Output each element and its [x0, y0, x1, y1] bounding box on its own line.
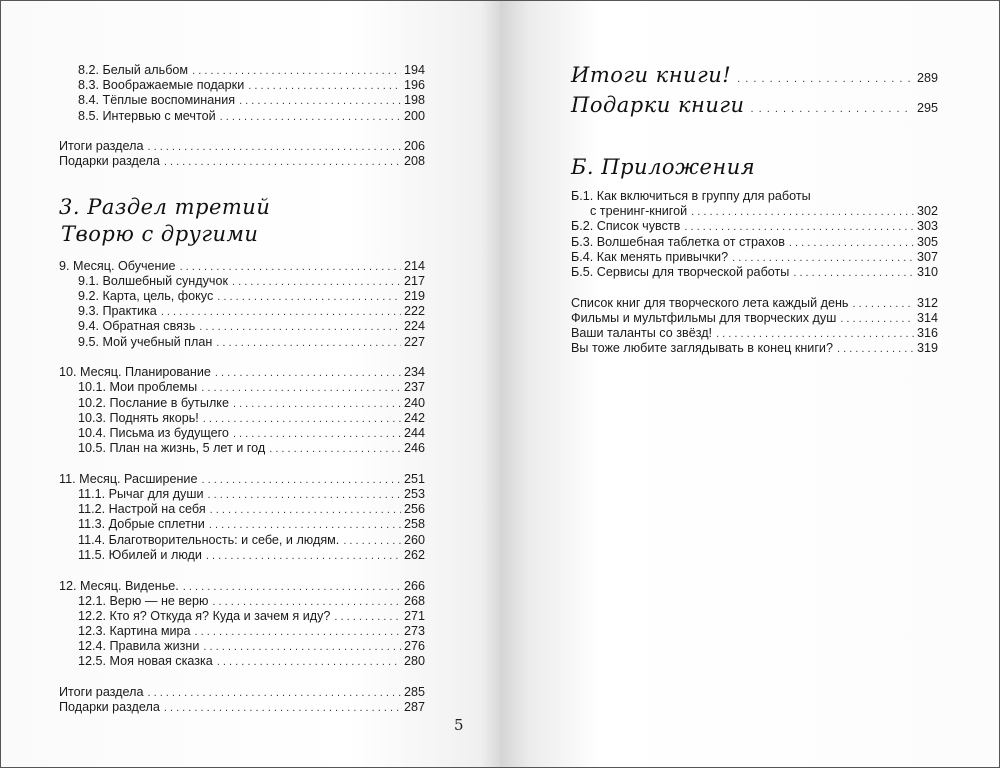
toc-group-end	[59, 685, 425, 715]
toc-entry	[571, 250, 938, 265]
right-toc	[571, 63, 938, 356]
toc-group-summary	[59, 139, 425, 169]
toc-group-extras	[571, 296, 938, 357]
toc-group-appendix	[571, 189, 938, 280]
toc-entry-title: Б.2. Список чувств	[571, 219, 681, 234]
toc-entry-title: 12.1. Верю — не верю	[78, 593, 209, 608]
toc-entry	[59, 472, 425, 487]
toc-entry-title: 9.3. Практика	[78, 304, 157, 319]
dot-leader	[691, 204, 914, 220]
toc-entry-title: Ваши таланты со звёзд!	[571, 326, 713, 340]
dot-leader	[164, 154, 401, 170]
toc-entry	[59, 93, 425, 108]
dot-leader	[334, 609, 401, 625]
toc-entry-page: 287	[403, 700, 425, 715]
toc-entry	[59, 78, 425, 93]
dot-leader	[203, 639, 401, 655]
toc-entry-title: 9.4. Обратная связь	[78, 319, 196, 334]
toc-entry-title: 12. Месяц. Виденье.	[59, 578, 179, 593]
dot-leader	[216, 335, 401, 351]
toc-entry	[59, 259, 425, 274]
toc-entry-page: 227	[403, 334, 425, 349]
dot-leader	[206, 548, 401, 564]
toc-entry-page: 310	[916, 264, 938, 279]
toc-entry	[59, 380, 425, 395]
toc-entry-title: 11.2. Настрой на себя	[78, 502, 206, 517]
dot-leader	[684, 219, 914, 235]
dot-leader	[209, 517, 401, 533]
toc-entry	[59, 639, 425, 654]
dot-leader	[220, 109, 401, 125]
toc-entry	[571, 341, 938, 356]
toc-entry	[59, 579, 425, 594]
toc-entry-title: 9.1. Волшебный сундучок	[78, 273, 228, 288]
toc-entry	[59, 700, 425, 715]
toc-entry-page: 312	[916, 295, 938, 310]
toc-entry	[59, 487, 425, 502]
toc-entry-page: 285	[403, 685, 425, 700]
toc-entry-title: 10.4. Письма из будущего	[78, 426, 229, 440]
toc-entry	[571, 296, 938, 311]
toc-big-entry-page: 289	[916, 71, 938, 85]
toc-entry-page: 237	[403, 380, 425, 395]
toc-entry-page: 234	[403, 365, 425, 380]
dot-leader	[840, 311, 914, 327]
toc-entry-title: Фильмы и мультфильмы для творческих душ	[571, 310, 837, 325]
dot-leader	[212, 594, 401, 610]
toc-entry-page: 303	[916, 219, 938, 234]
toc-entry-page: 198	[403, 93, 425, 108]
toc-entry-page: 214	[403, 258, 425, 273]
page-number: 5	[454, 716, 464, 734]
toc-entry	[571, 189, 938, 204]
toc-entry-page: 194	[403, 63, 425, 77]
toc-entry	[59, 594, 425, 609]
toc-entry	[59, 274, 425, 289]
toc-entry	[59, 63, 425, 78]
toc-entry	[59, 548, 425, 563]
dot-leader	[217, 289, 401, 305]
toc-entry-title: 11.4. Благотворительность: и себе, и людям.	[78, 532, 340, 547]
toc-entry	[571, 235, 938, 250]
toc-entry-title: 11.3. Добрые сплетни	[78, 517, 205, 532]
toc-entry-page: 208	[403, 154, 425, 169]
toc-entry-title: 9.5. Мой учебный план	[78, 334, 213, 349]
section-heading-line2: Творю с другими	[61, 221, 259, 246]
dot-leader	[215, 365, 401, 381]
toc-entry-page: 253	[403, 487, 425, 502]
toc-entry	[59, 154, 425, 169]
toc-entry-page: 262	[403, 547, 425, 562]
dot-leader	[789, 235, 914, 251]
toc-entry	[59, 289, 425, 304]
toc-entry-title: 9.2. Карта, цель, фокус	[78, 289, 214, 303]
toc-entry-title: Б.1. Как включиться в группу для работы	[571, 189, 811, 203]
toc-entry-page: 305	[916, 234, 938, 249]
toc-entry-page: 266	[403, 578, 425, 593]
toc-entry-title: 8.5. Интервью с мечтой	[78, 108, 216, 123]
appendix-heading: Б. Приложения	[571, 155, 756, 179]
toc-entry-page: 219	[403, 289, 425, 303]
dot-leader	[180, 259, 401, 275]
toc-entry-page: 246	[403, 441, 425, 456]
toc-entry	[59, 319, 425, 334]
toc-entry-title: 12.3. Картина мира	[78, 624, 191, 639]
toc-entry-title: Список книг для творческого лета каждый день	[571, 295, 849, 310]
toc-group-9	[59, 259, 425, 350]
dot-leader	[269, 441, 401, 457]
toc-entry	[59, 426, 425, 441]
toc-entry	[59, 365, 425, 380]
toc-entry-page: 280	[403, 654, 425, 669]
toc-entry	[571, 326, 938, 341]
toc-entry-title: 10.2. Послание в бутылке	[78, 395, 229, 410]
toc-entry	[59, 609, 425, 624]
toc-entry-page: 319	[916, 341, 938, 356]
dot-leader	[248, 78, 401, 94]
dot-leader	[737, 72, 913, 87]
toc-entry-title: Б.3. Волшебная таблетка от страхов	[571, 234, 785, 249]
toc-entry	[59, 396, 425, 411]
dot-leader	[343, 533, 401, 549]
dot-leader	[239, 93, 401, 109]
toc-entry	[59, 654, 425, 669]
right-page	[500, 0, 1000, 768]
dot-leader	[201, 472, 401, 488]
dot-leader	[147, 139, 401, 155]
dot-leader	[233, 426, 401, 442]
toc-entry	[59, 624, 425, 639]
dot-leader	[232, 274, 401, 290]
toc-entry-title: 9. Месяц. Обучение	[59, 258, 176, 273]
toc-entry-title: 12.2. Кто я? Откуда я? Куда и зачем я иду?	[78, 608, 331, 623]
toc-entry-page: 217	[403, 273, 425, 288]
toc-entry	[571, 311, 938, 326]
toc-entry	[59, 109, 425, 124]
toc-entry-title: с тренинг-книгой	[590, 204, 688, 219]
toc-entry-title: Подарки раздела	[59, 154, 160, 169]
toc-entry-title: 10. Месяц. Планирование	[59, 365, 211, 380]
dot-leader	[195, 624, 401, 640]
toc-big-entry-title: Итоги книги!	[571, 63, 732, 87]
toc-entry	[571, 265, 938, 280]
toc-entry-title: Итоги раздела	[59, 685, 144, 700]
toc-big-entry-page: 295	[916, 101, 938, 115]
toc-entry-page: 316	[916, 326, 938, 340]
toc-entry-title: 10.5. План на жизнь, 5 лет и год	[78, 441, 266, 456]
dot-leader	[837, 341, 914, 357]
toc-entry-title: 11.5. Юбилей и люди	[78, 547, 202, 562]
toc-entry-page: 242	[403, 410, 425, 425]
dot-leader	[751, 102, 913, 117]
toc-entry	[571, 204, 938, 219]
dot-leader	[192, 63, 401, 79]
toc-entry-page: 302	[916, 204, 938, 219]
toc-entry	[571, 219, 938, 234]
toc-entry-title: 8.2. Белый альбом	[78, 63, 189, 77]
toc-entry-title: Б.4. Как менять привычки?	[571, 249, 729, 264]
toc-entry-title: Подарки раздела	[59, 700, 160, 715]
toc-entry-page: 240	[403, 395, 425, 410]
toc-entry-page: 258	[403, 517, 425, 532]
toc-entry-title: 8.4. Тёплые воспоминания	[78, 93, 236, 108]
toc-entry-title: 12.4. Правила жизни	[78, 639, 200, 654]
toc-entry	[59, 533, 425, 548]
toc-big-entry	[571, 93, 938, 128]
toc-entry-title: Итоги раздела	[59, 139, 144, 154]
toc-entry-page: 271	[403, 608, 425, 623]
section-heading-line1: 3. Раздел третий	[59, 194, 271, 219]
dot-leader	[233, 396, 401, 412]
toc-entry-page: 196	[403, 78, 425, 93]
toc-entry	[59, 139, 425, 154]
toc-entry-title: 8.3. Воображаемые подарки	[78, 78, 245, 93]
dot-leader	[852, 296, 914, 312]
toc-entry-page: 206	[403, 139, 425, 154]
toc-entry-title: 11. Месяц. Расширение	[59, 471, 198, 486]
toc-group-8	[59, 63, 425, 124]
dot-leader	[217, 654, 401, 670]
dot-leader	[203, 411, 401, 427]
toc-entry-page: 256	[403, 502, 425, 517]
toc-entry-title: 11.1. Рычаг для души	[78, 487, 204, 502]
toc-entry	[59, 517, 425, 532]
toc-entry	[59, 685, 425, 700]
dot-leader	[207, 487, 401, 503]
toc-entry-page: 276	[403, 639, 425, 654]
toc-group-12	[59, 579, 425, 670]
toc-entry-title: Б.5. Сервисы для творческой работы	[571, 264, 790, 279]
dot-leader	[147, 685, 401, 701]
toc-group-11	[59, 472, 425, 563]
toc-entry-page: 314	[916, 310, 938, 325]
toc-entry	[59, 441, 425, 456]
toc-group-10	[59, 365, 425, 456]
toc-entry-page: 222	[403, 304, 425, 319]
toc-entry-page: 224	[403, 319, 425, 334]
dot-leader	[161, 304, 401, 320]
toc-entry	[59, 304, 425, 319]
toc-entry-title: 10.1. Мои проблемы	[78, 380, 198, 395]
toc-entry-page: 268	[403, 593, 425, 608]
toc-entry-page: 260	[403, 532, 425, 547]
left-toc	[59, 63, 425, 716]
dot-leader	[183, 579, 401, 595]
toc-entry	[59, 335, 425, 350]
toc-entry-title: 12.5. Моя новая сказка	[78, 654, 213, 669]
toc-entry-page: 307	[916, 249, 938, 264]
dot-leader	[716, 326, 914, 342]
toc-entry-page: 273	[403, 624, 425, 639]
toc-entry-title: 10.3. Поднять якорь!	[78, 410, 199, 425]
dot-leader	[210, 502, 401, 518]
toc-entry	[59, 411, 425, 426]
toc-entry	[59, 502, 425, 517]
toc-big-entry-title: Подарки книги	[571, 93, 745, 117]
dot-leader	[201, 380, 401, 396]
toc-entry-page: 251	[403, 471, 425, 486]
toc-entry-page: 244	[403, 426, 425, 440]
dot-leader	[732, 250, 914, 266]
dot-leader	[164, 700, 401, 716]
big-entries	[571, 63, 938, 128]
dot-leader	[793, 265, 914, 281]
dot-leader	[199, 319, 401, 335]
toc-entry-page: 200	[403, 108, 425, 123]
toc-entry-title: Вы тоже любите заглядывать в конец книги?	[571, 341, 833, 356]
